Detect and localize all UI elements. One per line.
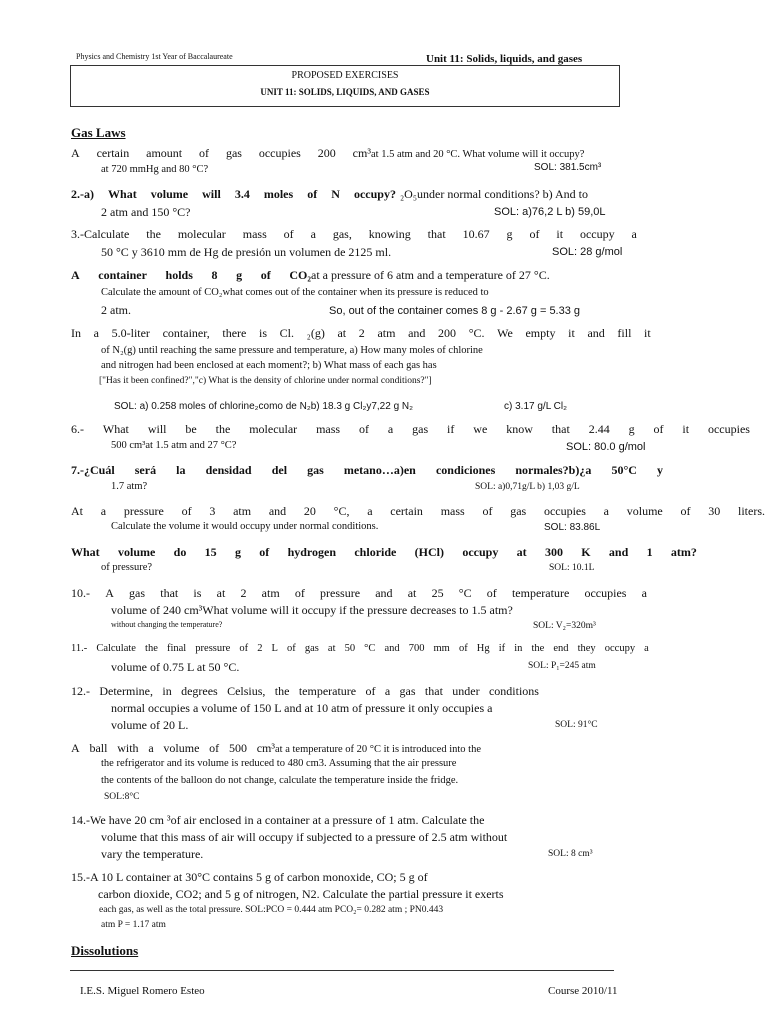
word: mass	[316, 422, 341, 436]
word: a	[367, 504, 373, 518]
ex13-line2: the refrigerator and its volume is reduced to 480 cm3. Assuming that the air pressure	[101, 758, 457, 769]
word: volume	[150, 187, 189, 201]
word: occupy?	[353, 187, 396, 201]
word: (HCl)	[414, 545, 444, 559]
word: that	[551, 422, 570, 436]
ex8-line2: Calculate the volume it would occupy under normal conditions.	[111, 521, 379, 532]
word: temperature	[511, 586, 570, 600]
ex9-justified	[71, 545, 697, 560]
word: será	[134, 463, 157, 477]
ex3-sol: SOL: 28 g/mol	[552, 246, 623, 258]
word: with	[117, 741, 139, 755]
word: a	[148, 741, 154, 755]
word: will	[202, 187, 221, 201]
word: 300	[544, 545, 563, 559]
word: A	[71, 268, 80, 282]
word: of	[529, 227, 540, 241]
ex2-justified	[71, 187, 396, 202]
word: that	[424, 684, 443, 698]
word: gas	[307, 463, 324, 477]
word: and	[375, 586, 393, 600]
word: and	[587, 326, 605, 340]
word: mass	[440, 504, 465, 518]
word: We	[497, 326, 513, 340]
word: occupies	[258, 146, 301, 160]
word: knowing	[368, 227, 411, 241]
word: at	[407, 586, 417, 600]
word: 2.-a)	[71, 187, 94, 201]
word: 8	[211, 268, 218, 282]
word: cm³	[352, 146, 371, 160]
ex1-justified	[71, 146, 371, 161]
word: A	[71, 146, 80, 160]
word: a	[641, 586, 647, 600]
word: gas	[129, 586, 146, 600]
word: it	[682, 422, 690, 436]
word: certain	[96, 146, 130, 160]
ex4-line3: 2 atm.	[101, 303, 131, 317]
word: and	[408, 326, 426, 340]
word: of	[458, 643, 468, 654]
ex1-sol: SOL: 381.5cm³	[534, 162, 602, 173]
word: A	[71, 741, 80, 755]
ex6-sol: SOL: 80.0 g/mol	[566, 441, 646, 453]
ex12-line2: normal occupies a volume of 150 L and at 10 atm of pressure it only occupies a	[111, 701, 493, 715]
ex11-line2: volume of 0.75 L at 50 °C.	[111, 660, 240, 674]
word: a	[631, 227, 637, 241]
ex5-line3: and nitrogen had been enclosed at each moment?; b) What mass of each gas has	[101, 360, 437, 371]
word: they	[577, 643, 596, 654]
ex4-sol: So, out of the container comes 8 g - 2.67 g = 5.33 g	[329, 305, 581, 317]
title-line-2: UNIT 11: SOLIDS, LIQUIDS, AND GASES	[260, 87, 430, 97]
word: gas	[510, 504, 527, 518]
ex13-sol: SOL:8°C	[104, 792, 140, 802]
word: there	[222, 326, 247, 340]
word: 2	[358, 326, 365, 340]
word: of	[209, 741, 220, 755]
word: atm	[233, 504, 252, 518]
word: and	[268, 504, 287, 518]
word: atm?	[670, 545, 697, 559]
word: if	[447, 422, 455, 436]
word: if	[498, 643, 506, 654]
word: that	[427, 227, 446, 241]
word: ₂(g)	[306, 326, 325, 340]
word: container	[98, 268, 147, 282]
word: 2	[240, 586, 247, 600]
word: At	[71, 504, 83, 518]
word: of	[482, 504, 493, 518]
word: do	[173, 545, 187, 559]
word: mm	[433, 643, 450, 654]
word: a	[100, 504, 107, 518]
ex11-sol: SOL: P₁=245 atm	[528, 661, 596, 671]
word: temperature	[298, 684, 357, 698]
word: 11.-	[71, 643, 88, 654]
ex1-rest: at 1.5 atm and 20 °C. What volume will it occupy?	[371, 149, 585, 160]
word: at	[516, 545, 527, 559]
ex5-line4: ["Has it been confined?","c) What is the density of chlorine under normal conditions?"]	[99, 376, 432, 386]
word: the	[274, 684, 290, 698]
word: 200	[317, 146, 336, 160]
ex7-justified	[71, 463, 663, 478]
footer-divider	[70, 970, 614, 971]
word: atm	[261, 586, 280, 600]
word: of	[199, 146, 210, 160]
word: gas	[304, 643, 319, 654]
ex2-sol: SOL: a)76,2 L b) 59,0L	[494, 206, 606, 218]
word: Cl.	[279, 326, 295, 340]
word: g	[234, 545, 241, 559]
ex13-rest: at a temperature of 20 °C it is introduced into the	[275, 744, 481, 755]
ex15-line2: carbon dioxide, CO2; and 5 g of nitrogen, N2. Calculate the partial pressure it exerts	[98, 887, 504, 901]
word: g	[628, 422, 635, 436]
word: N	[331, 187, 340, 201]
exercise-1	[71, 146, 601, 161]
word: A	[105, 586, 114, 600]
word: la	[176, 463, 186, 477]
ex15-line1: 15.-A 10 L container at 30°C contains 5 g of carbon monoxide, CO; 5 g of	[71, 870, 428, 884]
word: °C	[458, 586, 472, 600]
word: What	[71, 545, 100, 559]
word: chloride	[354, 545, 397, 559]
word: 15	[204, 545, 217, 559]
word: a	[384, 684, 391, 698]
word: at	[337, 326, 347, 340]
word: amount	[146, 146, 183, 160]
word: CO₂	[289, 268, 311, 282]
word: y	[656, 463, 663, 477]
word: container,	[162, 326, 210, 340]
word: 500	[228, 741, 247, 755]
word: degrees	[181, 684, 218, 698]
ex5-sol-c: c) 3.17 g/L Cl₂	[504, 401, 567, 412]
word: in	[514, 643, 523, 654]
word: 30	[708, 504, 721, 518]
word: occupies	[707, 422, 750, 436]
word: 7.-¿Cuál	[71, 463, 115, 477]
word: 20	[303, 504, 316, 518]
word: pressure	[320, 586, 361, 600]
word: volume	[626, 504, 663, 518]
ex8-sol: SOL: 83.86L	[544, 522, 601, 533]
ex13-justified	[71, 741, 275, 756]
word: in	[162, 684, 172, 698]
word: and	[384, 643, 400, 654]
ex1-line2: at 720 mmHg and 80 °C?	[101, 164, 209, 175]
word: final	[166, 643, 187, 654]
word: del	[271, 463, 288, 477]
ex15-line3: each gas, as well as the total pressure. SOL:PCO = 0.444 atm PCO₂= 0.282 atm ; PN0.443	[99, 905, 444, 915]
word: of	[259, 545, 270, 559]
word: 25	[431, 586, 444, 600]
word: metano…a)en	[343, 463, 416, 477]
ex12-justified	[71, 684, 539, 699]
ex3-line2: 50 °C y 3610 mm de Hg de presión un volumen de 2125 ml.	[101, 245, 392, 259]
section-dissolutions: Dissolutions	[71, 943, 139, 958]
word: it	[568, 326, 575, 340]
footer-right: Course 2010/11	[548, 985, 618, 997]
word: will	[147, 422, 167, 436]
ex15-line4: atm P = 1.17 atm	[101, 920, 166, 930]
ex10-line2: volume of 240 cm³What volume will it occupy if the pressure decreases to 1.5 atm?	[111, 603, 513, 617]
word: occupy	[462, 545, 499, 559]
ex12-sol: SOL: 91°C	[555, 720, 598, 730]
ex14-line3: vary the temperature.	[101, 847, 204, 861]
word: ball	[89, 741, 108, 755]
word: of	[283, 227, 294, 241]
word: it	[644, 326, 651, 340]
ex14-line1: 14.-We have 20 cm ³of air enclosed in a container at a pressure of 1 atm. Calculate the	[71, 813, 485, 827]
word: g	[236, 268, 243, 282]
word: volume	[163, 741, 200, 755]
word: 200	[438, 326, 457, 340]
ex10-sol: SOL: V₂=320m³	[533, 621, 596, 631]
exercise-13	[71, 741, 591, 756]
word: gas	[399, 684, 416, 698]
word: be	[185, 422, 197, 436]
ex9-sol: SOL: 10.1L	[549, 563, 595, 573]
word: of	[307, 187, 318, 201]
word: a	[603, 504, 609, 518]
word: the	[146, 227, 161, 241]
ex14-sol: SOL: 8 cm³	[548, 849, 593, 859]
ex4-line2: Calculate the amount of CO₂what comes out of the container when its pressure is reduced to	[101, 287, 489, 298]
word: condiciones	[435, 463, 496, 477]
word: under	[452, 684, 480, 698]
word: certain	[390, 504, 423, 518]
ex8-justified	[71, 504, 765, 519]
exercise-4	[71, 268, 591, 283]
word: occupy	[579, 227, 615, 241]
word: the	[531, 643, 545, 654]
ex4-justified	[71, 268, 311, 283]
word: atm	[377, 326, 396, 340]
word: 700	[408, 643, 425, 654]
ex4-rest: at a pressure of 6 atm and a temperature of 27 °C.	[311, 268, 550, 282]
word: Determine,	[99, 684, 154, 698]
ex3-justified	[71, 227, 637, 242]
ex10-justified	[71, 586, 647, 601]
word: 1	[646, 545, 653, 559]
word: is	[259, 326, 268, 340]
word: of	[486, 586, 497, 600]
word: we	[473, 422, 488, 436]
title-line-1: PROPOSED EXERCISES	[291, 70, 399, 81]
word: of	[181, 504, 192, 518]
word: What	[102, 422, 129, 436]
word: that	[160, 586, 179, 600]
word: at	[327, 643, 336, 654]
word: moles	[263, 187, 294, 201]
word: L	[271, 643, 278, 654]
word: cm³	[256, 741, 275, 755]
word: 50°C	[611, 463, 637, 477]
word: Calculate	[96, 643, 136, 654]
word: In	[71, 326, 81, 340]
word: K	[581, 545, 591, 559]
word: 6.-	[71, 422, 84, 436]
ex9-line2: of pressure?	[101, 562, 153, 573]
ex10-line3: without changing the temperature?	[111, 620, 223, 629]
word: °C,	[333, 504, 350, 518]
word: it	[556, 227, 564, 241]
ex6-justified	[71, 422, 750, 437]
word: normales?b)¿a	[515, 463, 592, 477]
word: 3.-Calculate	[71, 227, 130, 241]
word: a	[310, 227, 316, 241]
ex5-justified	[71, 326, 651, 341]
ex5-line2: of N₂(g) until reaching the same pressure and temperature, a) How many moles of chlorine	[101, 345, 483, 356]
word: is	[193, 586, 202, 600]
word: of	[359, 422, 369, 436]
word: 3	[209, 504, 216, 518]
word: 2	[257, 643, 263, 654]
footer-left: I.E.S. Miguel Romero Esteo	[80, 985, 205, 997]
ex5-sol-ab: SOL: a) 0.258 moles of chlorine₂como de N₂b) 18.3 g Cl₂y7,22 g N₂	[114, 401, 414, 412]
word: of	[680, 504, 691, 518]
word: end	[553, 643, 569, 654]
word: °C	[364, 643, 376, 654]
word: of	[260, 268, 271, 282]
word: What	[108, 187, 137, 201]
ex12-line3: volume of 20 L.	[111, 718, 189, 732]
word: Hg	[476, 643, 490, 654]
word: the	[215, 422, 231, 436]
word: of	[239, 643, 249, 654]
title-box	[70, 65, 620, 107]
word: a	[93, 326, 99, 340]
header-left: Physics and Chemistry 1st Year of Baccalaureate	[76, 52, 233, 61]
word: a	[387, 422, 394, 436]
word: 2.44	[588, 422, 610, 436]
word: conditions	[488, 684, 539, 698]
word: of	[653, 422, 664, 436]
word: molecular	[177, 227, 226, 241]
word: holds	[165, 268, 193, 282]
ex13-line3: the contents of the balloon do not change, calculate the temperature inside the fridge.	[101, 775, 459, 786]
word: molecular	[249, 422, 298, 436]
ex6-line2: 500 cm³at 1.5 atm and 27 °C?	[111, 440, 237, 451]
word: of	[294, 586, 305, 600]
word: 50	[344, 643, 356, 654]
word: 10.67	[462, 227, 490, 241]
word: °C.	[468, 326, 485, 340]
word: a	[644, 643, 649, 654]
word: hydrogen	[287, 545, 337, 559]
word: mass	[242, 227, 267, 241]
word: the	[145, 643, 158, 654]
word: at	[216, 586, 226, 600]
section-gas-laws: Gas Laws	[71, 125, 126, 140]
exercise-2	[71, 187, 611, 202]
word: pressure	[195, 643, 231, 654]
word: of	[287, 643, 296, 654]
word: liters.	[738, 504, 765, 518]
ex7-line2: 1.7 atm?	[111, 481, 148, 492]
word: empty	[525, 326, 556, 340]
header-right: Unit 11: Solids, liquids, and gases	[426, 53, 583, 65]
word: 5.0-liter	[111, 326, 150, 340]
word: 10.-	[71, 586, 90, 600]
word: 12.-	[71, 684, 90, 698]
ex7-sol: SOL: a)0,71g/L b) 1,03 g/L	[475, 482, 580, 492]
word: occupies	[584, 586, 627, 600]
word: and	[608, 545, 629, 559]
word: 3.4	[234, 187, 250, 201]
ex2-line2: 2 atm and 150 °C?	[101, 205, 191, 219]
word: volume	[117, 545, 156, 559]
word: Celsius,	[227, 684, 266, 698]
word: occupies	[543, 504, 586, 518]
word: fill	[617, 326, 632, 340]
word: g	[506, 227, 513, 241]
ex11-justified	[71, 643, 649, 654]
word: gas,	[332, 227, 352, 241]
word: gas	[412, 422, 429, 436]
word: gas	[225, 146, 242, 160]
ex14-line2: volume that this mass of air will occupy if subjected to a pressure of 2.5 atm without	[101, 830, 508, 844]
word: of	[365, 684, 376, 698]
word: know	[506, 422, 533, 436]
word: densidad	[205, 463, 252, 477]
word: occupy	[604, 643, 636, 654]
ex2-rest: ₂O₅under normal conditions? b) And to	[400, 187, 589, 201]
word: pressure	[123, 504, 164, 518]
